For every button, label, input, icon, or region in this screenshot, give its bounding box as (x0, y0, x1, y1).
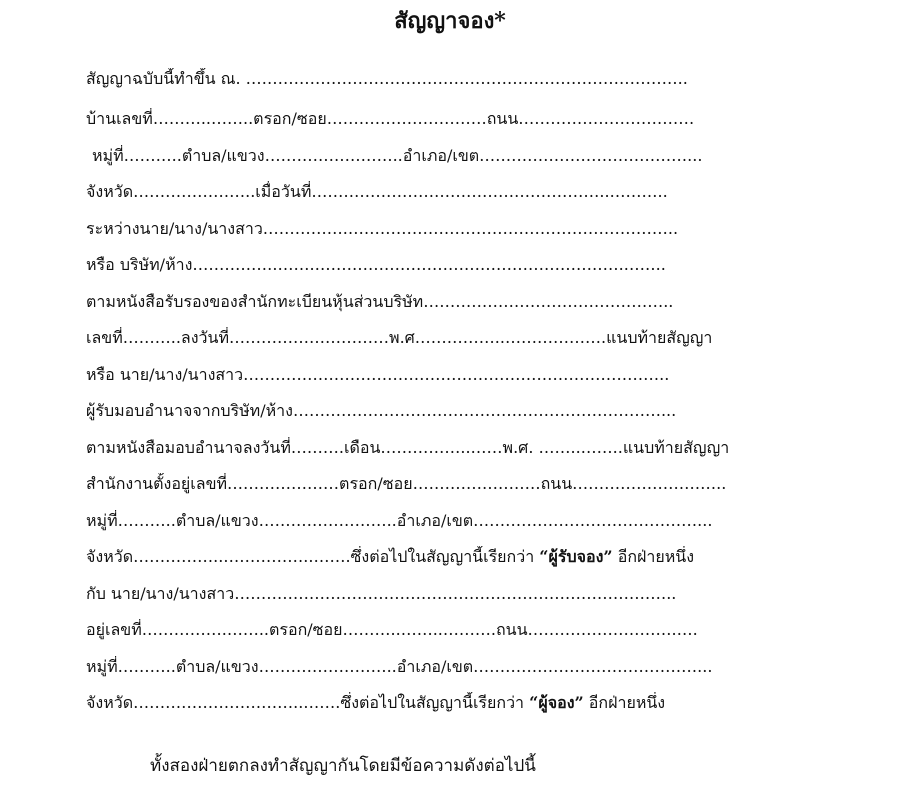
contract-line-subdistrict: หมู่ที่………..ตำบล/แขวง……………………..อำเภอ/เขต…………………………………... (92, 146, 703, 165)
contract-line-person-subdistrict: หมู่ที่………..ตำบล/แขวง……………………..อำเภอ/เขต……………………………………... (86, 657, 713, 676)
receiver-party-text: จังหวัด……………..……………..…….ซึ่งต่อไปในสัญญานี้เรียกว่า (86, 547, 540, 566)
booker-party-text: จังหวัด…………………………..…….ซึ่งต่อไปในสัญญานี้เรียกว่า (86, 693, 530, 712)
contract-line-office-subdistrict: หมู่ที่………..ตำบล/แขวง……………………..อำเภอ/เขต……………………………………... (86, 511, 713, 530)
contract-line-made-at: สัญญาฉบับนี้ทำขึ้น ณ. ……………………………………………………………………….. (86, 69, 688, 88)
contract-line-office-address: สำนักงานตั้งอยู่เลขที่…………………ตรอก/ซอย……………………ถนน……………………….. (86, 474, 727, 493)
booker-party-term: “ผู้จอง” (529, 693, 584, 712)
receiver-party-term: “ผู้รับจอง” (539, 547, 613, 566)
contract-line-or-person: หรือ นาย/นาง/นางสาว…………………………………………………………………….. (86, 365, 670, 384)
contract-line-between-person: ระหว่างนาย/นาง/นางสาว…………….…………………………………………………….. (86, 219, 679, 238)
contract-line-booker-party (86, 692, 808, 714)
contract-line-person-address: อยู่เลขที่…………….……..ตรอก/ซอย………..……..……….ถนน……………………….…. (86, 620, 698, 639)
contract-line-proxy-date: ตามหนังสือมอบอำนาจลงวันที่……….เดือน……………..……พ.ศ. ……..……..แนบท้ายสัญญา (86, 438, 730, 457)
contract-line-with-person: กับ นาย/นาง/นางสาว……………………………………………………………………….. (86, 584, 677, 603)
contract-line-certificate: ตามหนังสือรับรองของสำนักทะเบียนหุ้นส่วนบริษัท……………………………………….. (86, 292, 674, 311)
contract-line-province-date: จังหวัด…………………..เมื่อวันที่………………………………………………..……….. (86, 182, 668, 201)
contract-line-cert-number: เลขที่………..ลงวันที่…………………………พ.ศ……………..……………….แนบท้ายสัญญา (86, 328, 713, 347)
contract-line-receiver-party (86, 546, 808, 568)
agreement-closing-line: ทั้งสองฝ่ายตกลงทำสัญญากันโดยมีข้อความดังต่อไปนี้ (150, 756, 536, 776)
receiver-party-suffix: อีกฝ่ายหนึ่ง (612, 547, 695, 566)
booker-party-suffix: อีกฝ่ายหนึ่ง (583, 693, 666, 712)
contract-line-address: บ้านเลขที่………..……..ตรอก/ซอย…………………………ถนน…………………………… (86, 109, 695, 128)
document-title: สัญญาจอง* (394, 8, 506, 34)
contract-line-proxy: ผู้รับมอบอำนาจจากบริษัท/ห้าง……………………………………………………………... (86, 401, 677, 420)
contract-line-or-company: หรือ บริษัท/ห้าง…………….…….………………………………………………….…….. (86, 255, 666, 274)
